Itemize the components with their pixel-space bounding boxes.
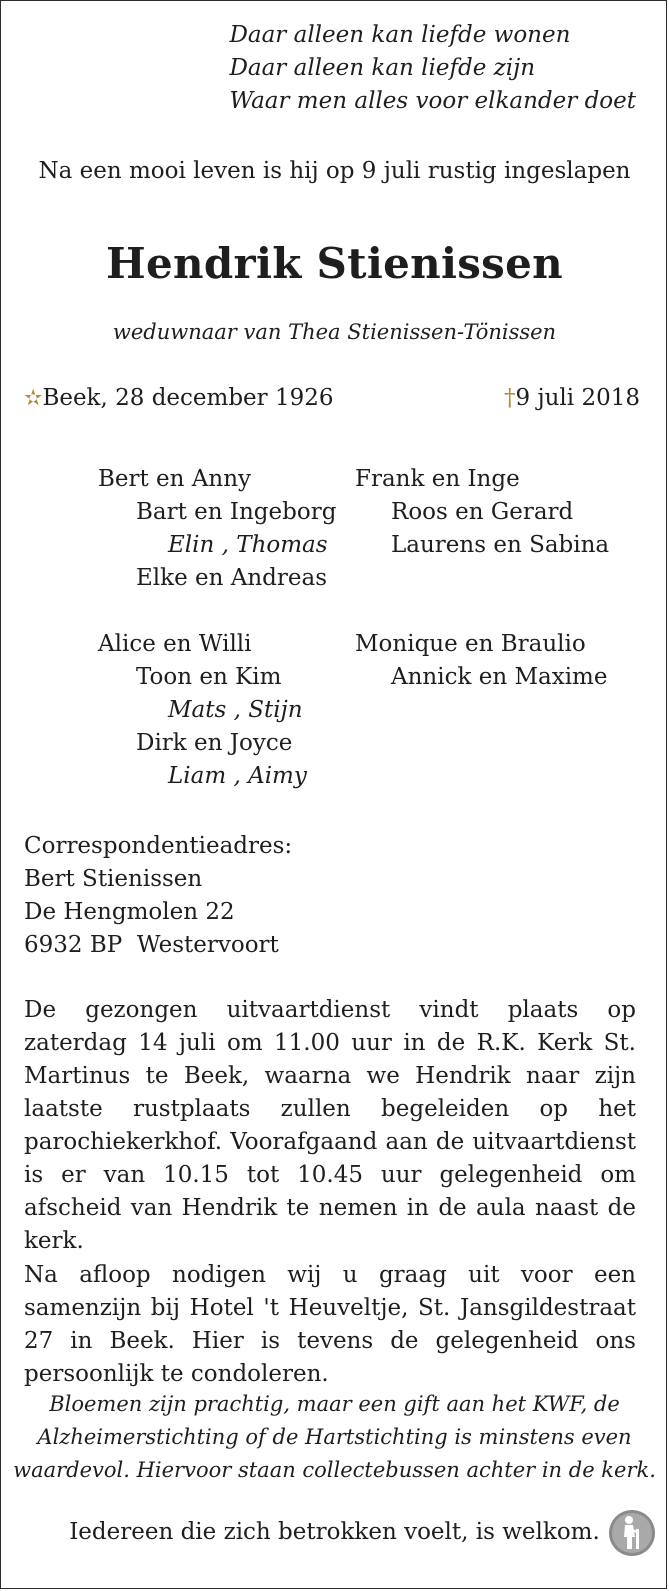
birth-text: Beek, 28 december 1926 (42, 385, 334, 411)
family-entry: Laurens en Sabina (391, 532, 610, 558)
flowers-line: waardevol. Hiervoor staan collectebussen achter in de kerk. (13, 1458, 656, 1482)
welcome-text: Iedereen die zich betrokken voelt, is welkom. (69, 1519, 600, 1545)
memorial-figure-icon (608, 1509, 656, 1557)
family-entry: Frank en Inge (355, 466, 520, 492)
cross-icon: † (504, 385, 516, 411)
family-entry: Monique en Braulio (355, 631, 586, 657)
service-paragraph: De gezongen uitvaartdienst vindt plaats op zaterdag 14 juli om 11.00 uur in de R.K. Kerk St. Martinus te Beek, waarna we Hendrik naar zijn laatste rustplaats zullen begeleiden op het parochiekerkhof. Voorafgaand aan de uitvaartdienst is er van 10.15 tot 10.45 uur gelegenheid om afscheid van Hendrik te nemen in de aula naast de kerk. (24, 997, 636, 1254)
family-entry: Alice en Willi (98, 631, 252, 657)
flowers-line: Bloemen zijn prachtig, maar een gift aan het KWF, de (49, 1392, 620, 1416)
poem-line: Waar men alles voor elkander doet (229, 88, 636, 114)
family-entry: Mats , Stijn (168, 697, 303, 723)
family-entry: Roos en Gerard (391, 499, 574, 525)
intro-text: Na een mooi leven is hij op 9 juli rustig ingeslapen (38, 158, 631, 184)
death-text: 9 juli 2018 (515, 385, 640, 411)
family-right-top (355, 463, 609, 562)
birth-line (24, 385, 334, 411)
family-entry: Elke en Andreas (136, 565, 328, 591)
poem-line: Daar alleen kan liefde wonen (229, 22, 571, 48)
widower-line: weduwnaar van Thea Stienissen-Tönissen (112, 320, 557, 344)
family-left-bottom (98, 628, 307, 793)
flowers-line: Alzheimerstichting of de Hartstichting is minstens even (37, 1425, 632, 1449)
poem (229, 19, 636, 118)
poem-line: Daar alleen kan liefde zijn (229, 55, 536, 81)
address-line: Bert Stienissen (24, 866, 203, 892)
family-entry: Liam , Aimy (168, 763, 307, 789)
family-entry: Annick en Maxime (391, 664, 608, 690)
star-icon: ✫ (24, 386, 43, 411)
gathering-paragraph: Na afloop nodigen wij u graag uit voor een samenzijn bij Hotel 't Heuveltje, St. Jansgildestraat 27 in Beek. Hier is tevens de gelegenheid ons persoonlijk te condoleren. (24, 1262, 636, 1387)
deceased-name: Hendrik Stienissen (106, 239, 563, 288)
family-entry: Bart en Ingeborg (136, 499, 337, 525)
death-line (504, 385, 640, 411)
flowers-note (1, 1388, 668, 1487)
address-line: De Hengmolen 22 (24, 899, 235, 925)
family-entry: Dirk en Joyce (136, 730, 293, 756)
correspondence-address (24, 830, 292, 962)
family-entry: Elin , Thomas (168, 532, 328, 558)
address-line: Correspondentieadres: (24, 833, 293, 859)
family-left-top (98, 463, 336, 595)
family-right-bottom (355, 628, 607, 694)
family-entry: Toon en Kim (136, 664, 282, 690)
address-line: 6932 BP Westervoort (24, 932, 279, 958)
family-entry: Bert en Anny (98, 466, 252, 492)
